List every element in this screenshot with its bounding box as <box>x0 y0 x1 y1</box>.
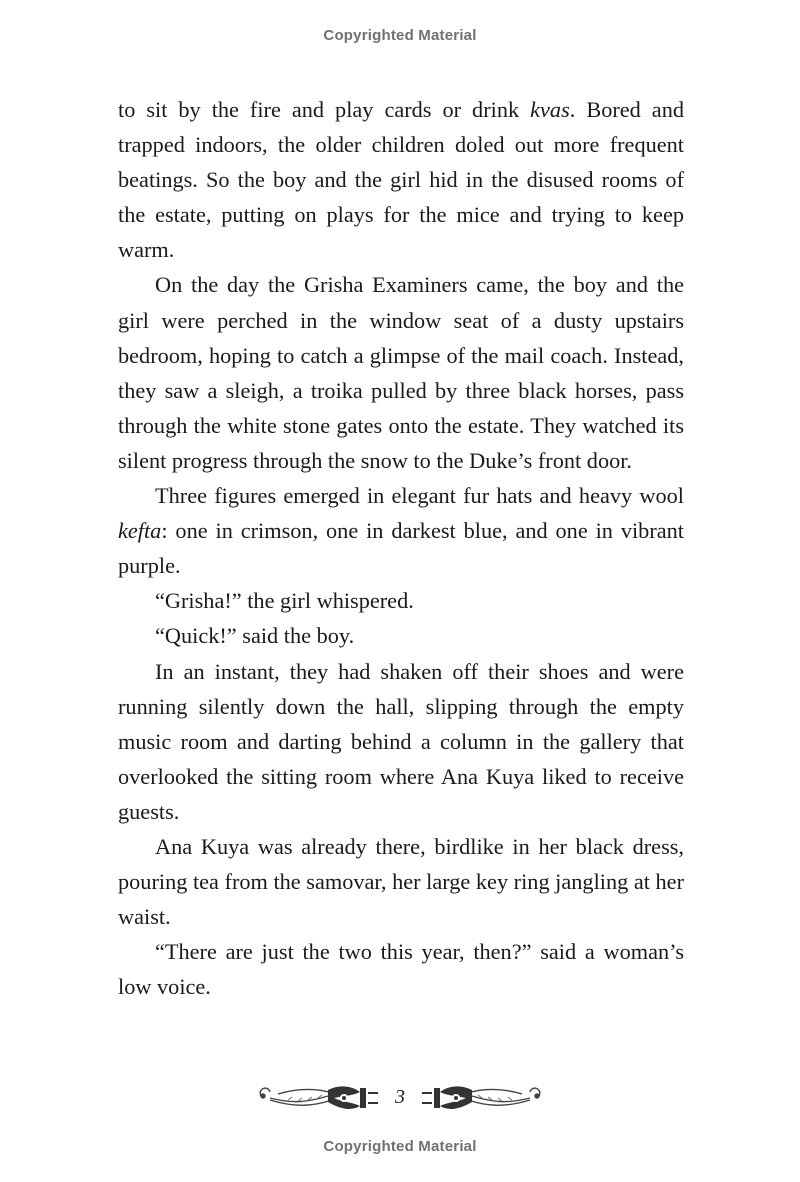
paragraph-3: Three figures emerged in elegant fur hats and heavy wool kefta: one in crimson, one in darkest blue, and one in vibrant purple. <box>118 483 684 579</box>
italic-word-kvas: kvas <box>530 97 570 122</box>
page-body-text <box>118 92 684 1004</box>
paragraph-8: “There are just the two this year, then?” said a woman’s low voice. <box>118 939 684 1000</box>
paragraph-7: Ana Kuya was already there, birdlike in her black dress, pouring tea from the samovar, her large key ring jangling at her waist. <box>118 833 684 930</box>
paragraph-4: “Grisha!” the girl whispered. <box>155 588 414 614</box>
paragraph-1: to sit by the fire and play cards or drink kvas. Bored and trapped indoors, the older children doled out more frequent beatings. So the boy and the girl hid in the disused rooms of the estate, putting on plays for the mice and trying to keep warm. <box>118 97 684 263</box>
paragraph-2: On the day the Grisha Examiners came, the boy and the girl were perched in the window seat of a dusty upstairs bedroom, hoping to catch a glimpse of the mail coach. Instead, they saw a sleigh, a troika pulled by three black horses, pass through the white stone gates onto the estate. They watched its silent progress through the snow to the Duke’s front door. <box>118 272 684 473</box>
paragraph-5: “Quick!” said the boy. <box>155 623 355 649</box>
copyright-watermark-top: Copyrighted Material <box>323 27 477 44</box>
italic-word-kefta: kefta <box>118 518 162 544</box>
left-flourish-icon <box>248 1078 388 1118</box>
page-number: 3 <box>395 1086 405 1108</box>
copyright-watermark-bottom: Copyrighted Material <box>323 1138 477 1155</box>
paragraph-6: In an instant, they had shaken off their shoes and were running silently down the hall, slipping through the empty music room and darting behind a column in the gallery that overlooked the sitting room where Ana Kuya liked to receive guests. <box>118 658 684 824</box>
right-flourish-icon <box>412 1078 552 1118</box>
